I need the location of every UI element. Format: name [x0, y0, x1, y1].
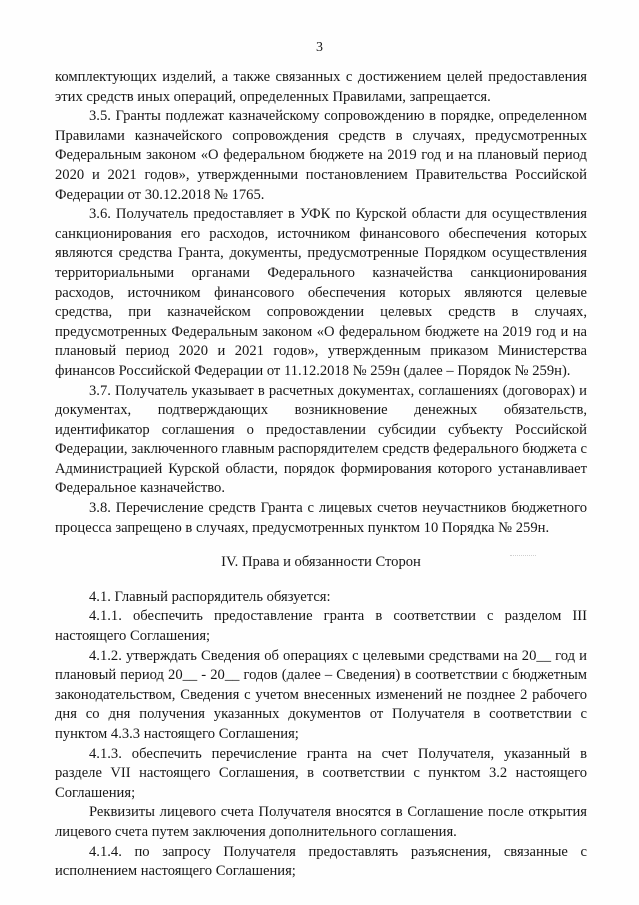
- scan-speck: [510, 555, 536, 558]
- paragraph-3-5: 3.5. Гранты подлежат казначейскому сопровождению в порядке, определенном Правилами казначейского сопровождения средств в случаях, предусмотренных Федеральным законом «О федеральном бюджете на 2019 год и на плановый период 2020 и 2021 годов», утвержденными постановлением Правительства Российской Федерации от 30.12.2018 № 1765.: [55, 108, 587, 203]
- paragraph-4-1-2: 4.1.2. утверждать Сведения об операциях с целевыми средствами на 20__ год и плановый период 20__ - 20__ годов (далее – Сведения) в соответствии с бюджетным законодательством, Сведения с учетом внесенных изменений не позднее 2 рабочего дня со дня получения указанных документов от Получателя в соответствии с пунктом 4.3.3 настоящего Соглашения;: [55, 647, 587, 742]
- paragraph-3-7: 3.7. Получатель указывает в расчетных документах, соглашениях (договорах) и документах, подтверждающих возникновение денежных обязательств, идентификатор соглашения о предоставлении субсидии субъекту Российской Федерации, заключенного главным распорядителем средств федерального бюджета с Администрацией Курской области, порядок формирования которого устанавливает Федеральное казначейство.: [55, 382, 587, 497]
- paragraph-continuation: комплектующих изделий, а также связанных с достижением целей предоставления этих средств иных операций, определенных Правилами, запрещается.: [55, 69, 587, 105]
- paragraph-3-8: 3.8. Перечисление средств Гранта с лицевых счетов неучастников бюджетного процесса запрещено в случаях, предусмотренных пунктом 10 Порядка № 259н.: [55, 500, 587, 536]
- paragraph-4-1: 4.1. Главный распорядитель обязуется:: [89, 588, 331, 605]
- paragraph-4-1-4: 4.1.4. по запросу Получателя предоставлять разъяснения, связанные с исполнением настоящего Соглашения;: [55, 843, 587, 880]
- paragraph-requisites: Реквизиты лицевого счета Получателя вносятся в Соглашение после открытия лицевого счета путем заключения дополнительного соглашения.: [55, 804, 587, 840]
- document-body: [55, 68, 587, 882]
- paragraph-4-1-1: 4.1.1. обеспечить предоставление гранта в соответствии с разделом III настоящего Соглашения;: [55, 608, 587, 645]
- paragraph-4-1-3: 4.1.3. обеспечить перечисление гранта на счет Получателя, указанный в разделе VII настоящего Соглашения, в соответствии с пунктом 3.2 настоящего Соглашения;: [55, 745, 587, 801]
- page-number: 3: [316, 40, 323, 55]
- paragraph-3-6: 3.6. Получатель предоставляет в УФК по Курской области для осуществления санкционирования его расходов, источником финансового обеспечения которых являются средства Гранта, документы, предусмотренные Порядком осуществления территориальными органами Федерального казначейства санкционирования расходов, источником финансового обеспечения которых являются целевые средства, при казначейском сопровождении целевых средств в случаях, предусмотренных Федеральным законом «О федеральном бюджете на 2019 год и на плановый период 2020 и 2021 годов», утвержденным приказом Министерства финансов Российской Федерации от 11.12.2018 № 259н (далее – Порядок № 259н).: [55, 206, 587, 379]
- section-title: IV. Права и обязанности Сторон: [221, 554, 421, 571]
